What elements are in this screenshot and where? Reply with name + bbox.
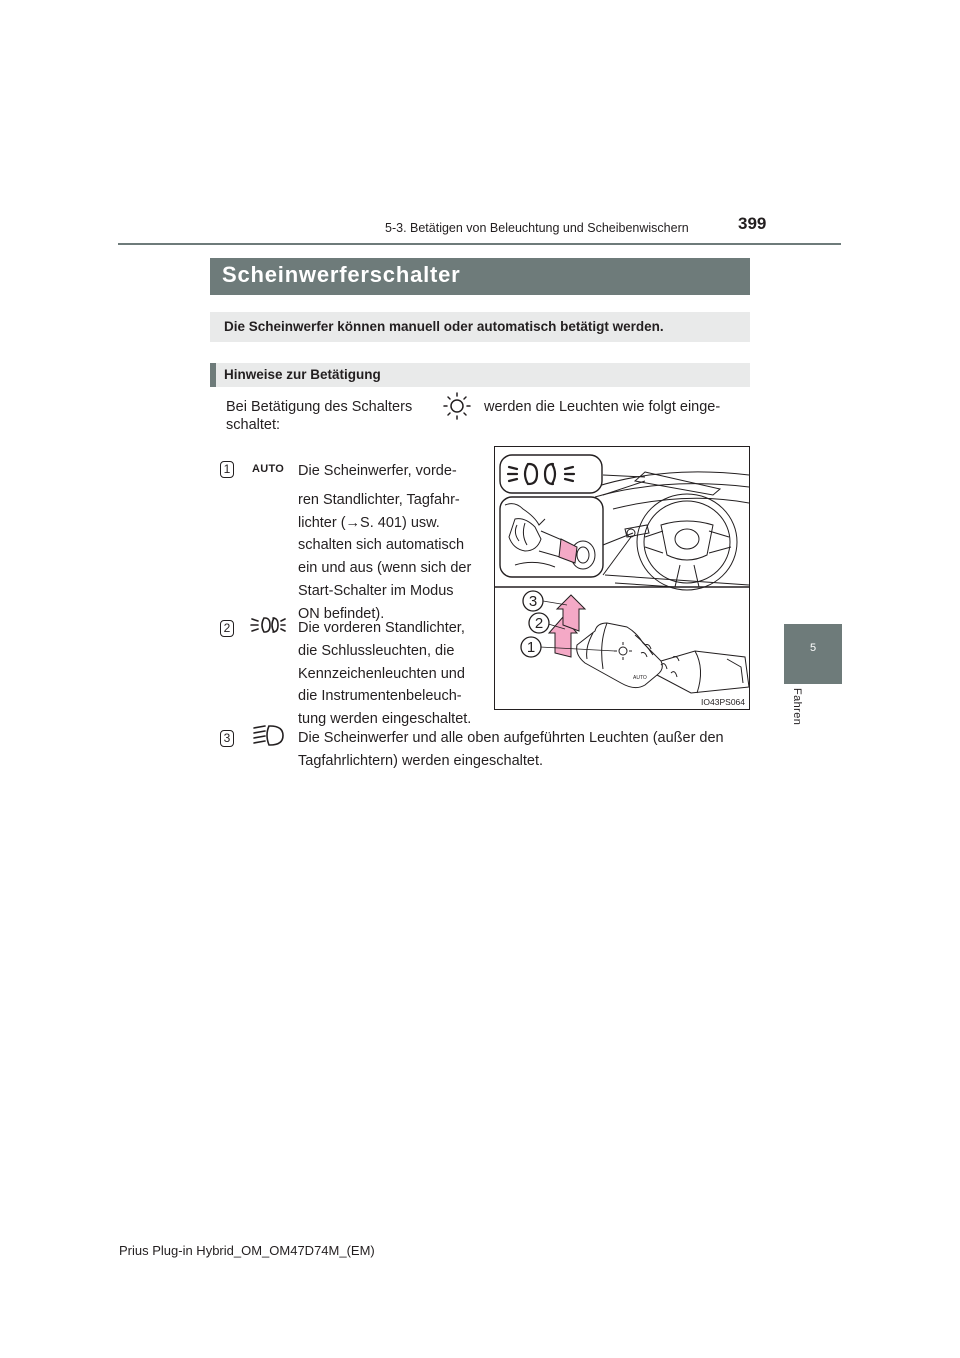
intro-text-part2: werden die Leuchten wie folgt einge- (484, 399, 721, 415)
intro-text-part1: Bei Betätigung des Schalters (226, 399, 413, 415)
illustration-drawing (495, 447, 750, 710)
intro-text-part3: schaltet: (226, 417, 280, 433)
subheading-accent (210, 363, 216, 387)
item-3-line: Tagfahrlichtern) werden eingeschaltet. (298, 752, 544, 769)
page-number: 399 (738, 214, 767, 233)
switch-illustration (494, 446, 750, 710)
item-number-1: 1 (220, 461, 234, 478)
item-1-line: ON befindet). (298, 605, 385, 622)
auto-icon: AUTO (252, 463, 285, 475)
item-1-line: lichter (→S. 401) usw. (298, 514, 440, 531)
page-title-bar (210, 258, 750, 295)
switch-auto-label: AUTO (633, 675, 647, 681)
item-3-line: Die Scheinwerfer und alle oben aufgeführten Leuchten (außer den (298, 730, 724, 746)
item-1-description (298, 460, 478, 626)
item-1-line: Start-Schalter im Modus (298, 582, 454, 599)
chapter-tab (784, 624, 842, 684)
parking-light-icon (250, 614, 286, 636)
section-title: 5-3. Betätigen von Beleuchtung und Scheibenwischern (385, 221, 689, 235)
item-1-line: ein und aus (wenn sich der (298, 560, 472, 577)
figure-id: IO43PS064 (701, 697, 745, 707)
item-2-line: Kennzeichenleuchten und (298, 665, 465, 682)
item-2-line: tung werden eingeschaltet. (298, 711, 472, 728)
item-2-description (298, 617, 478, 731)
headlight-icon (252, 724, 286, 748)
item-3-description (298, 727, 758, 773)
item-1-line: ren Standlichter, Tagfahr- (298, 491, 460, 508)
intro-box (210, 312, 750, 342)
callout-2: 2 (534, 615, 544, 632)
callout-1: 1 (526, 639, 536, 656)
subheading: Hinweise zur Betätigung (224, 367, 381, 382)
header-divider (118, 243, 841, 245)
item-2-line: die Instrumentenbeleuch- (298, 688, 462, 705)
subheading-bar (210, 363, 750, 387)
chapter-label: Fahren (791, 688, 803, 726)
item-2-line: die Schlussleuchten, die (298, 642, 455, 659)
item-1-line: schalten sich automatisch (298, 537, 465, 554)
chapter-number: 5 (809, 642, 817, 654)
light-switch-icon (436, 389, 478, 421)
item-2-line: Die vorderen Standlichter, (298, 620, 465, 636)
item-1-line: Die Scheinwerfer, vorde- (298, 463, 457, 479)
item-number-3: 3 (220, 730, 234, 747)
item-number-2: 2 (220, 620, 234, 637)
page-title: Scheinwerferschalter (222, 262, 461, 287)
footer-document-id: Prius Plug-in Hybrid_OM_OM47D74M_(EM) (119, 1243, 375, 1258)
callout-3: 3 (528, 593, 538, 610)
intro-box-text: Die Scheinwerfer können manuell oder automatisch betätigt werden. (224, 319, 664, 334)
